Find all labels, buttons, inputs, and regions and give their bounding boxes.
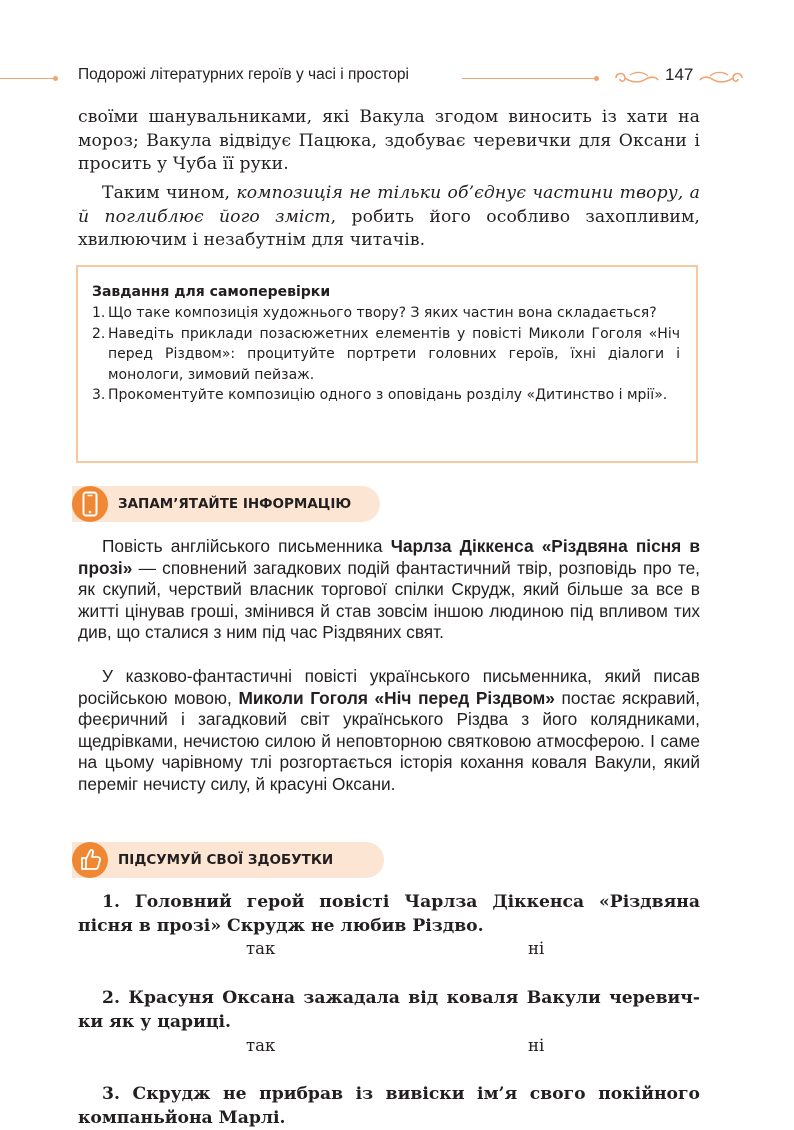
- answer-yes[interactable]: так: [246, 939, 276, 958]
- question-text: 3. Скрудж не прибрав із вивіски ім’я свого покійного компаньйона Марлі.: [78, 1084, 700, 1128]
- self-check-item: [92, 324, 680, 386]
- remember-paragraph-1: [78, 536, 700, 644]
- quiz-question-2: [78, 986, 700, 1034]
- rem-p1-bold: Чарлза Діккенса «Різдвяна пісня в прозі»: [78, 536, 701, 578]
- header-rule-dot: [594, 76, 599, 81]
- scroll-ornament-icon: [612, 70, 660, 86]
- rem-p1-start: Повість англійського письменника: [102, 536, 391, 556]
- self-check-heading: Завдання для самоперевірки: [92, 284, 331, 300]
- smartphone-icon: [72, 486, 108, 522]
- remember-badge: [72, 486, 380, 522]
- item-number: 3.: [92, 387, 106, 403]
- self-check-box: [76, 265, 698, 463]
- answer-no[interactable]: ні: [528, 1036, 545, 1055]
- intro-paragraph-2: [78, 182, 700, 253]
- self-check-item: [92, 385, 680, 406]
- badge-circle: [72, 486, 108, 522]
- question-text: 1. Головний герой повісті Чарлза Діккенса «Різдвяна пісня в прозі» Скрудж не любив Різдво.: [78, 892, 700, 936]
- item-text: Наведіть приклади позасюжетних елементів у повісті Миколи Гоголя «Ніч перед Різдвом»: процитуйте портрети головних героїв, їхні діалоги і монологи, зимовий пейзаж.: [108, 325, 680, 383]
- item-text: Що таке композиція художнього твору? З яких частин вона складається?: [108, 305, 657, 321]
- item-number: 2.: [92, 325, 106, 342]
- item-number: 1.: [92, 305, 106, 321]
- question-text: 2. Красуня Оксана зажадала від коваля Вакули черевички як у цариці.: [78, 988, 700, 1032]
- scroll-ornament-icon: [698, 70, 746, 86]
- rem-p2-start: У казково-фантастичні повісті українського письменника, який писав російською мовою,: [78, 666, 700, 708]
- self-check-list: [92, 303, 680, 406]
- running-title: Подорожі літературних героїв у часі і просторі: [78, 66, 409, 83]
- thumbs-up-icon: [72, 842, 108, 878]
- answer-no[interactable]: ні: [528, 939, 545, 958]
- remember-badge-label: ЗАПАМ’ЯТАЙТЕ ІНФОРМАЦІЮ: [118, 496, 352, 512]
- rem-p2-bold: Миколи Гоголя «Ніч перед Різдвом»: [238, 687, 555, 708]
- self-check-item: [92, 303, 680, 324]
- badge-circle: [72, 842, 108, 878]
- header-rule-left: [0, 78, 54, 79]
- remember-paragraph-2: [78, 666, 700, 796]
- summary-badge-label: ПІДСУМУЙ СВОЇ ЗДОБУТКИ: [118, 852, 334, 868]
- quiz-question-1: [78, 890, 700, 938]
- intro-p2-end: , робить його особливо захопливим, хвилюючим і незабутнім для читачів.: [78, 206, 700, 250]
- answer-yes[interactable]: так: [246, 1036, 276, 1055]
- page-number: 147: [665, 65, 694, 84]
- rem-p1-end: — сповнений загадкових подій фантастичний твір, розповідь про те, як скупий, черствий власник торгової спілки Скрудж, який більше за все в житті цінував гроші, змінився й став зовсім іншою людиною під впливом тих див, що сталися з ним під час Різдвяних свят.: [78, 557, 700, 643]
- header-rule-dot: [53, 76, 58, 81]
- header-rule-right: [462, 78, 596, 79]
- rem-p2-end: постає яскравий, феєричний і загадковий світ українського Різдва з його колядниками, щедрівками, нечистою силою й неповторною святковою атмосферою. І саме на цьому чарівному тлі розгортається історія кохання коваля Вакули, який переміг нечисту силу, й красуні Оксани.: [78, 687, 701, 794]
- item-text: Прокоментуйте композицію одного з оповідань розділу «Дитинство і мрії».: [108, 387, 668, 403]
- running-header: [0, 62, 794, 92]
- intro-paragraph-1: своїми шанувальниками, які Вакула згодом виносить із хати на мороз; Вакула відвідує Пацюка, здобуває черевички для Оксани і просить у Чуба її руки.: [78, 107, 700, 174]
- intro-p2-italic: композиція не тільки об’єднує частини твору, а й поглиблює його зміст: [78, 183, 700, 227]
- summary-badge: [72, 842, 384, 878]
- intro-p2-start: Таким чином,: [102, 183, 237, 203]
